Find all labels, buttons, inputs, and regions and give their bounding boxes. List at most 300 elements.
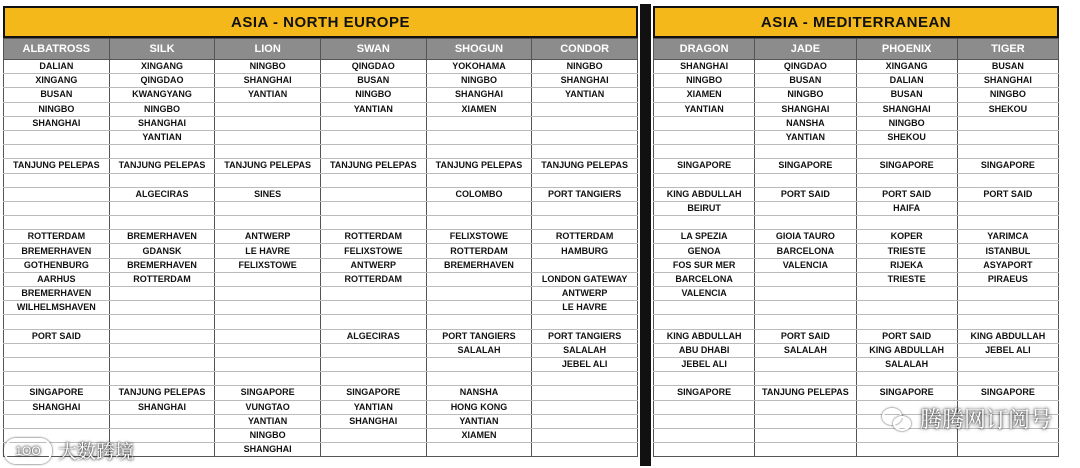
mediterranean-port-cell: SINGAPORE xyxy=(856,386,957,400)
wechat-icon xyxy=(882,406,912,432)
mediterranean-table-row xyxy=(654,102,1059,116)
mediterranean-port-cell: JEBEL ALI xyxy=(654,357,755,371)
mediterranean-port-cell xyxy=(755,400,856,414)
north-europe-port-cell: YANTIAN xyxy=(320,400,426,414)
watermark-left-text: 大数跨境 xyxy=(58,442,135,463)
north-europe-title: ASIA - NORTH EUROPE xyxy=(3,6,638,38)
north-europe-port-cell xyxy=(320,343,426,357)
north-europe-port-cell: XINGANG xyxy=(109,60,215,74)
mediterranean-port-cell: DALIAN xyxy=(856,74,957,88)
north-europe-port-cell xyxy=(426,145,532,159)
north-europe-table-row xyxy=(4,357,638,371)
north-europe-port-cell: TANJUNG PELEPAS xyxy=(426,159,532,173)
north-europe-port-cell xyxy=(4,130,110,144)
mediterranean-port-cell: NANSHA xyxy=(755,116,856,130)
north-europe-port-cell: ROTTERDAM xyxy=(532,230,638,244)
mediterranean-port-cell xyxy=(755,315,856,329)
mediterranean-port-cell: NINGBO xyxy=(654,74,755,88)
mediterranean-port-cell: TRIESTE xyxy=(856,272,957,286)
mediterranean-port-cell xyxy=(654,400,755,414)
mediterranean-port-cell: TRIESTE xyxy=(856,244,957,258)
north-europe-port-cell xyxy=(109,201,215,215)
north-europe-port-cell: SINES xyxy=(215,187,321,201)
north-europe-port-cell xyxy=(215,357,321,371)
mediterranean-table-row xyxy=(654,230,1059,244)
north-europe-table-row xyxy=(4,116,638,130)
mediterranean-port-cell xyxy=(654,173,755,187)
mediterranean-table-row xyxy=(654,130,1059,144)
north-europe-port-cell: LE HAVRE xyxy=(532,301,638,315)
mediterranean-port-cell: NINGBO xyxy=(755,88,856,102)
mediterranean-port-cell xyxy=(957,372,1058,386)
north-europe-port-cell: SINGAPORE xyxy=(320,386,426,400)
north-europe-port-cell xyxy=(426,216,532,230)
north-europe-port-cell: TANJUNG PELEPAS xyxy=(4,159,110,173)
north-europe-port-cell: LE HAVRE xyxy=(215,244,321,258)
north-europe-column-header: ALBATROSS xyxy=(4,39,110,60)
north-europe-port-cell xyxy=(109,145,215,159)
mediterranean-port-cell: PORT SAID xyxy=(856,329,957,343)
north-europe-port-cell: NINGBO xyxy=(532,60,638,74)
mediterranean-port-cell: VALENCIA xyxy=(755,258,856,272)
north-europe-port-cell xyxy=(109,315,215,329)
mediterranean-port-cell xyxy=(654,372,755,386)
north-europe-table-row xyxy=(4,216,638,230)
north-europe-port-cell xyxy=(215,130,321,144)
north-europe-port-cell: SALALAH xyxy=(532,343,638,357)
north-europe-port-cell xyxy=(4,372,110,386)
north-europe-table-row xyxy=(4,201,638,215)
north-europe-port-cell xyxy=(426,272,532,286)
north-europe-port-cell xyxy=(532,173,638,187)
mediterranean-table-row xyxy=(654,315,1059,329)
north-europe-port-cell: SHANGHAI xyxy=(426,88,532,102)
north-europe-port-cell: BUSAN xyxy=(320,74,426,88)
mediterranean-port-cell: YARIMCA xyxy=(957,230,1058,244)
north-europe-table-row xyxy=(4,173,638,187)
north-europe-table-row xyxy=(4,287,638,301)
north-europe-port-cell xyxy=(532,201,638,215)
mediterranean-table-row xyxy=(654,287,1059,301)
north-europe-port-cell xyxy=(532,102,638,116)
mediterranean-port-cell xyxy=(654,315,755,329)
mediterranean-port-cell xyxy=(755,428,856,442)
mediterranean-port-cell xyxy=(957,201,1058,215)
mediterranean-table-row xyxy=(654,372,1059,386)
north-europe-port-cell xyxy=(320,372,426,386)
north-europe-port-cell xyxy=(109,372,215,386)
mediterranean-port-cell: KING ABDULLAH xyxy=(957,329,1058,343)
north-europe-port-cell: SHANGHAI xyxy=(4,400,110,414)
mediterranean-port-cell: BUSAN xyxy=(856,88,957,102)
mediterranean-port-cell: NINGBO xyxy=(856,116,957,130)
mediterranean-port-cell: SINGAPORE xyxy=(755,159,856,173)
mediterranean-port-cell: KING ABDULLAH xyxy=(654,329,755,343)
north-europe-port-cell xyxy=(109,329,215,343)
north-europe-port-cell: FELIXSTOWE xyxy=(320,244,426,258)
mediterranean-title: ASIA - MEDITERRANEAN xyxy=(653,6,1059,38)
north-europe-port-cell: BREMERHAVEN xyxy=(4,287,110,301)
north-europe-port-cell xyxy=(426,116,532,130)
north-europe-port-cell: PORT TANGIERS xyxy=(532,329,638,343)
north-europe-port-cell xyxy=(4,145,110,159)
north-europe-table-row xyxy=(4,102,638,116)
mediterranean-port-cell xyxy=(957,315,1058,329)
north-europe-port-cell xyxy=(320,357,426,371)
mediterranean-port-cell: NINGBO xyxy=(957,88,1058,102)
north-europe-port-cell: FELIXSTOWE xyxy=(215,258,321,272)
north-europe-table-row xyxy=(4,187,638,201)
mediterranean-port-cell xyxy=(755,287,856,301)
mediterranean-port-cell: BARCELONA xyxy=(755,244,856,258)
mediterranean-port-cell xyxy=(755,414,856,428)
north-europe-port-cell: YANTIAN xyxy=(109,130,215,144)
mediterranean-port-cell: LA SPEZIA xyxy=(654,230,755,244)
north-europe-port-cell: SHANGHAI xyxy=(4,116,110,130)
north-europe-port-cell: NINGBO xyxy=(109,102,215,116)
north-europe-port-cell xyxy=(320,116,426,130)
mediterranean-port-cell xyxy=(654,443,755,457)
north-europe-table-row xyxy=(4,74,638,88)
mediterranean-port-cell: PIRAEUS xyxy=(957,272,1058,286)
north-europe-port-cell xyxy=(215,102,321,116)
north-europe-port-cell xyxy=(320,428,426,442)
north-europe-port-cell xyxy=(4,173,110,187)
mediterranean-port-cell: BUSAN xyxy=(957,60,1058,74)
north-europe-port-cell xyxy=(532,315,638,329)
north-europe-port-cell: YOKOHAMA xyxy=(426,60,532,74)
mediterranean-port-cell: PORT SAID xyxy=(856,187,957,201)
north-europe-port-cell: AARHUS xyxy=(4,272,110,286)
north-europe-port-cell xyxy=(532,258,638,272)
north-europe-port-cell: ROTTERDAM xyxy=(426,244,532,258)
north-europe-port-cell: TANJUNG PELEPAS xyxy=(215,159,321,173)
mediterranean-port-cell: BUSAN xyxy=(755,74,856,88)
mediterranean-port-cell: PORT SAID xyxy=(957,187,1058,201)
north-europe-column-header: SILK xyxy=(109,39,215,60)
north-europe-table-row xyxy=(4,258,638,272)
mediterranean-table-row xyxy=(654,386,1059,400)
north-europe-port-cell: DALIAN xyxy=(4,60,110,74)
section-divider xyxy=(640,4,651,466)
mediterranean-port-cell: SINGAPORE xyxy=(654,386,755,400)
mediterranean-port-cell xyxy=(654,301,755,315)
mediterranean-table-row xyxy=(654,60,1059,74)
mediterranean-port-cell: SHEKOU xyxy=(856,130,957,144)
north-europe-table-row xyxy=(4,372,638,386)
mediterranean-port-cell xyxy=(856,173,957,187)
mediterranean-port-cell xyxy=(755,443,856,457)
north-europe-port-cell xyxy=(215,173,321,187)
north-europe-port-cell xyxy=(4,414,110,428)
north-europe-port-cell xyxy=(109,173,215,187)
mediterranean-port-cell: VALENCIA xyxy=(654,287,755,301)
mediterranean-port-cell xyxy=(654,428,755,442)
north-europe-port-cell: XIAMEN xyxy=(426,428,532,442)
mediterranean-port-cell: ABU DHABI xyxy=(654,343,755,357)
north-europe-port-cell xyxy=(215,372,321,386)
north-europe-table xyxy=(3,38,638,457)
north-europe-table-row xyxy=(4,88,638,102)
north-europe-port-cell xyxy=(426,201,532,215)
north-europe-port-cell: ROTTERDAM xyxy=(109,272,215,286)
mediterranean-port-cell: YANTIAN xyxy=(654,102,755,116)
mediterranean-port-cell xyxy=(856,372,957,386)
mediterranean-table-row xyxy=(654,343,1059,357)
mediterranean-table-row xyxy=(654,201,1059,215)
north-europe-port-cell xyxy=(426,372,532,386)
north-europe-port-cell: PORT TANGIERS xyxy=(532,187,638,201)
mediterranean-port-cell: SINGAPORE xyxy=(957,386,1058,400)
north-europe-port-cell xyxy=(426,315,532,329)
north-europe-table-row xyxy=(4,230,638,244)
mediterranean-port-cell: KING ABDULLAH xyxy=(654,187,755,201)
north-europe-port-cell xyxy=(320,301,426,315)
north-europe-port-cell xyxy=(426,301,532,315)
mediterranean-column-header: DRAGON xyxy=(654,39,755,60)
mediterranean-port-cell: FOS SUR MER xyxy=(654,258,755,272)
north-europe-port-cell xyxy=(426,173,532,187)
north-europe-port-cell: GOTHENBURG xyxy=(4,258,110,272)
north-europe-column-header: LION xyxy=(215,39,321,60)
north-europe-port-cell: ANTWERP xyxy=(320,258,426,272)
north-europe-table-row xyxy=(4,60,638,74)
north-europe-port-cell xyxy=(4,187,110,201)
mediterranean-port-cell: SHANGHAI xyxy=(755,102,856,116)
north-europe-port-cell: JEBEL ALI xyxy=(532,357,638,371)
mediterranean-port-cell xyxy=(957,216,1058,230)
north-europe-port-cell xyxy=(320,187,426,201)
north-europe-port-cell xyxy=(532,386,638,400)
mediterranean-port-cell xyxy=(957,145,1058,159)
north-europe-port-cell: SHANGHAI xyxy=(320,414,426,428)
north-europe-port-cell xyxy=(532,145,638,159)
mediterranean-table-row xyxy=(654,216,1059,230)
mediterranean-port-cell: PORT SAID xyxy=(755,329,856,343)
north-europe-port-cell: NINGBO xyxy=(215,60,321,74)
north-europe-port-cell xyxy=(4,201,110,215)
north-europe-port-cell xyxy=(426,443,532,457)
north-europe-column-header: CONDOR xyxy=(532,39,638,60)
mediterranean-column-header: JADE xyxy=(755,39,856,60)
north-europe-port-cell xyxy=(532,130,638,144)
mediterranean-port-cell xyxy=(755,145,856,159)
mediterranean-port-cell xyxy=(856,315,957,329)
north-europe-port-cell xyxy=(4,357,110,371)
mediterranean-port-cell: SHEKOU xyxy=(957,102,1058,116)
north-europe-port-cell xyxy=(320,443,426,457)
north-europe-port-cell: BREMERHAVEN xyxy=(4,244,110,258)
mediterranean-port-cell: KOPER xyxy=(856,230,957,244)
north-europe-port-cell xyxy=(320,315,426,329)
north-europe-port-cell: HONG KONG xyxy=(426,400,532,414)
north-europe-port-cell xyxy=(532,116,638,130)
north-europe-table-row xyxy=(4,386,638,400)
north-europe-port-cell xyxy=(4,343,110,357)
mediterranean-port-cell: XINGANG xyxy=(856,60,957,74)
mediterranean-section xyxy=(653,6,1059,457)
mediterranean-port-cell xyxy=(957,301,1058,315)
north-europe-port-cell: YANTIAN xyxy=(215,88,321,102)
north-europe-port-cell: ROTTERDAM xyxy=(320,230,426,244)
north-europe-section xyxy=(3,6,638,457)
north-europe-column-header: SWAN xyxy=(320,39,426,60)
north-europe-port-cell xyxy=(109,301,215,315)
north-europe-port-cell xyxy=(426,287,532,301)
north-europe-port-cell: TANJUNG PELEPAS xyxy=(109,386,215,400)
mediterranean-port-cell xyxy=(654,145,755,159)
mediterranean-port-cell xyxy=(654,130,755,144)
north-europe-port-cell: TANJUNG PELEPAS xyxy=(532,159,638,173)
north-europe-port-cell: SHANGHAI xyxy=(109,400,215,414)
mediterranean-table-row xyxy=(654,357,1059,371)
north-europe-port-cell: KWANGYANG xyxy=(109,88,215,102)
north-europe-port-cell xyxy=(215,343,321,357)
north-europe-port-cell: NINGBO xyxy=(4,102,110,116)
mediterranean-port-cell: XIAMEN xyxy=(654,88,755,102)
mediterranean-port-cell: GENOA xyxy=(654,244,755,258)
mediterranean-port-cell xyxy=(856,443,957,457)
north-europe-port-cell: ROTTERDAM xyxy=(4,230,110,244)
north-europe-port-cell: VUNGTAO xyxy=(215,400,321,414)
north-europe-port-cell: YANTIAN xyxy=(215,414,321,428)
north-europe-port-cell: NINGBO xyxy=(215,428,321,442)
north-europe-table-row xyxy=(4,272,638,286)
north-europe-port-cell xyxy=(215,201,321,215)
mediterranean-table-row xyxy=(654,301,1059,315)
mediterranean-port-cell: RIJEKA xyxy=(856,258,957,272)
north-europe-port-cell: YANTIAN xyxy=(532,88,638,102)
north-europe-port-cell xyxy=(109,414,215,428)
mediterranean-column-header: TIGER xyxy=(957,39,1058,60)
mediterranean-port-cell: SINGAPORE xyxy=(856,159,957,173)
mediterranean-port-cell: SHANGHAI xyxy=(856,102,957,116)
mediterranean-port-cell xyxy=(856,287,957,301)
mediterranean-table xyxy=(653,38,1059,457)
mediterranean-port-cell xyxy=(957,116,1058,130)
north-europe-column-header: SHOGUN xyxy=(426,39,532,60)
mediterranean-port-cell: JEBEL ALI xyxy=(957,343,1058,357)
mediterranean-port-cell xyxy=(957,443,1058,457)
north-europe-port-cell: ROTTERDAM xyxy=(320,272,426,286)
mediterranean-port-cell: TANJUNG PELEPAS xyxy=(755,386,856,400)
north-europe-port-cell xyxy=(215,301,321,315)
north-europe-port-cell xyxy=(532,414,638,428)
north-europe-port-cell: BREMERHAVEN xyxy=(109,230,215,244)
north-europe-table-row xyxy=(4,329,638,343)
mediterranean-port-cell xyxy=(755,216,856,230)
mediterranean-port-cell xyxy=(856,301,957,315)
north-europe-port-cell xyxy=(4,315,110,329)
north-europe-port-cell: YANTIAN xyxy=(320,102,426,116)
north-europe-port-cell xyxy=(215,287,321,301)
north-europe-port-cell xyxy=(532,372,638,386)
north-europe-port-cell xyxy=(532,400,638,414)
north-europe-port-cell xyxy=(109,216,215,230)
north-europe-port-cell: SINGAPORE xyxy=(215,386,321,400)
mediterranean-port-cell: PORT SAID xyxy=(755,187,856,201)
mediterranean-port-cell xyxy=(856,216,957,230)
north-europe-port-cell: PORT TANGIERS xyxy=(426,329,532,343)
north-europe-table-row xyxy=(4,301,638,315)
mediterranean-port-cell: HAIFA xyxy=(856,201,957,215)
mediterranean-port-cell xyxy=(856,145,957,159)
north-europe-port-cell: SALALAH xyxy=(426,343,532,357)
watermark-right xyxy=(882,403,1052,434)
north-europe-port-cell xyxy=(215,329,321,343)
north-europe-table-row xyxy=(4,315,638,329)
mediterranean-port-cell: SALALAH xyxy=(856,357,957,371)
mediterranean-port-cell xyxy=(755,357,856,371)
north-europe-port-cell xyxy=(320,145,426,159)
mediterranean-port-cell: SINGAPORE xyxy=(654,159,755,173)
north-europe-table-row xyxy=(4,414,638,428)
north-europe-table-row xyxy=(4,145,638,159)
north-europe-port-cell: YANTIAN xyxy=(426,414,532,428)
watermark-left xyxy=(4,437,134,464)
north-europe-port-cell xyxy=(426,130,532,144)
north-europe-port-cell xyxy=(532,443,638,457)
north-europe-port-cell: SHANGHAI xyxy=(215,443,321,457)
mediterranean-port-cell: KING ABDULLAH xyxy=(856,343,957,357)
north-europe-port-cell: XIAMEN xyxy=(426,102,532,116)
north-europe-port-cell: SINGAPORE xyxy=(4,386,110,400)
north-europe-port-cell xyxy=(320,173,426,187)
north-europe-port-cell: COLOMBO xyxy=(426,187,532,201)
north-europe-port-cell: TANJUNG PELEPAS xyxy=(109,159,215,173)
north-europe-port-cell: NANSHA xyxy=(426,386,532,400)
mediterranean-table-row xyxy=(654,187,1059,201)
north-europe-port-cell: FELIXSTOWE xyxy=(426,230,532,244)
mediterranean-port-cell: SHANGHAI xyxy=(957,74,1058,88)
mediterranean-port-cell: ISTANBUL xyxy=(957,244,1058,258)
north-europe-port-cell xyxy=(109,357,215,371)
north-europe-port-cell xyxy=(215,145,321,159)
mediterranean-port-cell xyxy=(957,287,1058,301)
mediterranean-port-cell: SHANGHAI xyxy=(654,60,755,74)
north-europe-port-cell: TANJUNG PELEPAS xyxy=(320,159,426,173)
mediterranean-port-cell: BARCELONA xyxy=(654,272,755,286)
mediterranean-column-header: PHOENIX xyxy=(856,39,957,60)
north-europe-table-row xyxy=(4,343,638,357)
mediterranean-table-row xyxy=(654,244,1059,258)
watermark-right-text: 腾腾网订阅号 xyxy=(919,407,1052,432)
north-europe-port-cell: ANTWERP xyxy=(532,287,638,301)
north-europe-port-cell xyxy=(109,287,215,301)
mediterranean-table-row xyxy=(654,74,1059,88)
north-europe-port-cell: NINGBO xyxy=(320,88,426,102)
north-europe-port-cell xyxy=(215,272,321,286)
mediterranean-table-row xyxy=(654,173,1059,187)
mediterranean-table-row xyxy=(654,145,1059,159)
mediterranean-port-cell: SINGAPORE xyxy=(957,159,1058,173)
north-europe-port-cell: SHANGHAI xyxy=(532,74,638,88)
north-europe-port-cell: BREMERHAVEN xyxy=(426,258,532,272)
mediterranean-port-cell xyxy=(755,301,856,315)
mediterranean-table-row xyxy=(654,88,1059,102)
mediterranean-table-row xyxy=(654,443,1059,457)
north-europe-port-cell xyxy=(320,201,426,215)
mediterranean-table-row xyxy=(654,258,1059,272)
north-europe-port-cell: SHANGHAI xyxy=(109,116,215,130)
north-europe-table-row xyxy=(4,244,638,258)
north-europe-port-cell xyxy=(320,130,426,144)
mediterranean-port-cell xyxy=(755,372,856,386)
mediterranean-port-cell: YANTIAN xyxy=(755,130,856,144)
mediterranean-port-cell xyxy=(654,216,755,230)
north-europe-port-cell: PORT SAID xyxy=(4,329,110,343)
mediterranean-port-cell: ASYAPORT xyxy=(957,258,1058,272)
